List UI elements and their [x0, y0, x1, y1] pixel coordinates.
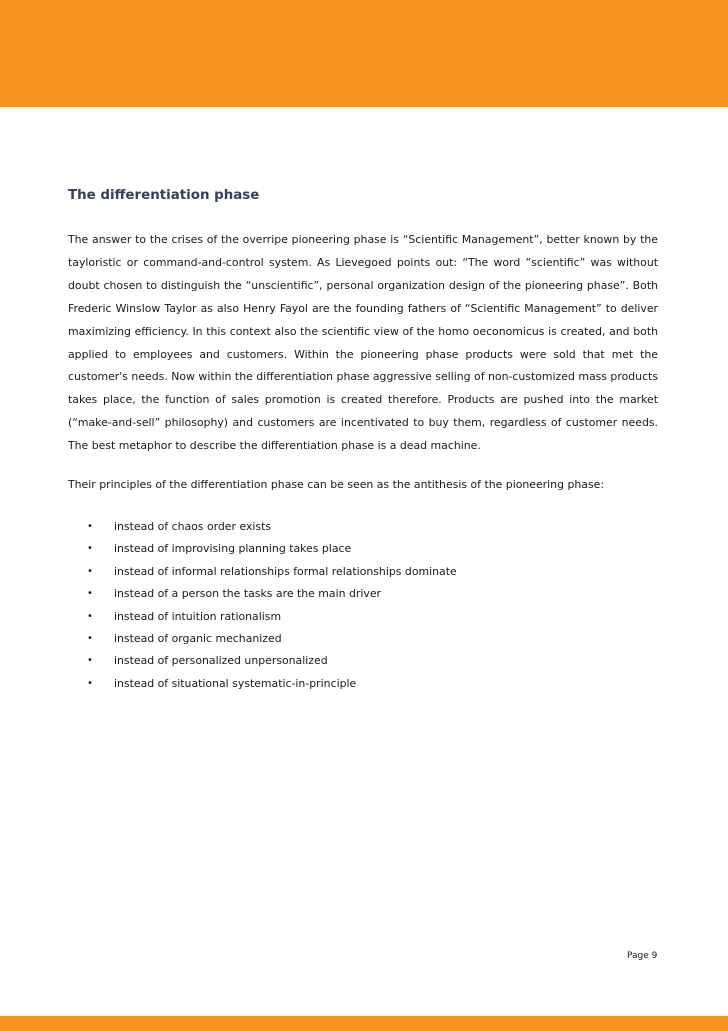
list-item: [87, 561, 457, 583]
list-item: [87, 538, 457, 560]
section-heading: The differentiation phase: [68, 188, 260, 203]
list-item-text: instead of chaos order exists: [114, 520, 272, 533]
page-number: Page 9: [627, 951, 658, 961]
bullet-icon: •: [87, 610, 93, 622]
principles-list: [87, 516, 457, 695]
body-paragraph-2: Their principles of the differentiation phase can be seen as the antithesis of the pioneering phase:: [68, 478, 604, 491]
bullet-icon: •: [87, 543, 93, 555]
list-item: [87, 606, 457, 628]
list-item: [87, 673, 457, 695]
bullet-icon: •: [87, 588, 93, 600]
list-item-text: instead of situational systematic-in-principle: [114, 676, 357, 690]
list-item: [87, 516, 457, 538]
list-item-text: instead of improvising planning takes place: [114, 542, 352, 556]
list-item-text: instead of a person the tasks are the main driver: [114, 587, 382, 601]
list-item: [87, 583, 457, 605]
list-item-text: instead of personalized unpersonalized: [114, 654, 328, 668]
bullet-icon: •: [87, 565, 93, 577]
list-item-text: instead of intuition rationalism: [114, 609, 282, 623]
list-item-text: instead of organic mechanized: [114, 631, 282, 645]
bullet-icon: •: [87, 521, 93, 532]
body-paragraph-1: The answer to the crises of the overripe pioneering phase is “Scientific Management”, better known by the tayloristic or command-and-control system. As Lievegoed points out: “The word “scientific” was without doubt chosen to distinguish the “unscientific”, personal organization design of the pioneering phase”. Both Frederic Winslow Taylor as also Henry Fayol are the founding fathers of “Scientific Management” to deliver maximizing efficiency. In this context also the scientific view of the homo oeconomicus is created, and both applied to employees and customers. Within the pioneering phase products were sold that met the customer's needs. Now within the differentiation phase aggressive selling of non-customized mass products takes place, the function of sales promotion is created therefore. Products are pushed into the market (“make-and-sell” philosophy) and customers are incentivated to buy them, regardless of customer needs. The best metaphor to describe the differentiation phase is a dead machine.: [68, 233, 658, 453]
list-item: [87, 628, 457, 650]
list-item-text: instead of informal relationships formal relationships dominate: [114, 564, 457, 578]
list-item: [87, 650, 457, 672]
header-color-band: [0, 0, 728, 107]
bullet-icon: •: [87, 655, 93, 667]
bullet-icon: •: [87, 677, 93, 689]
footer-color-band: [0, 1016, 728, 1031]
bullet-icon: •: [87, 632, 93, 644]
